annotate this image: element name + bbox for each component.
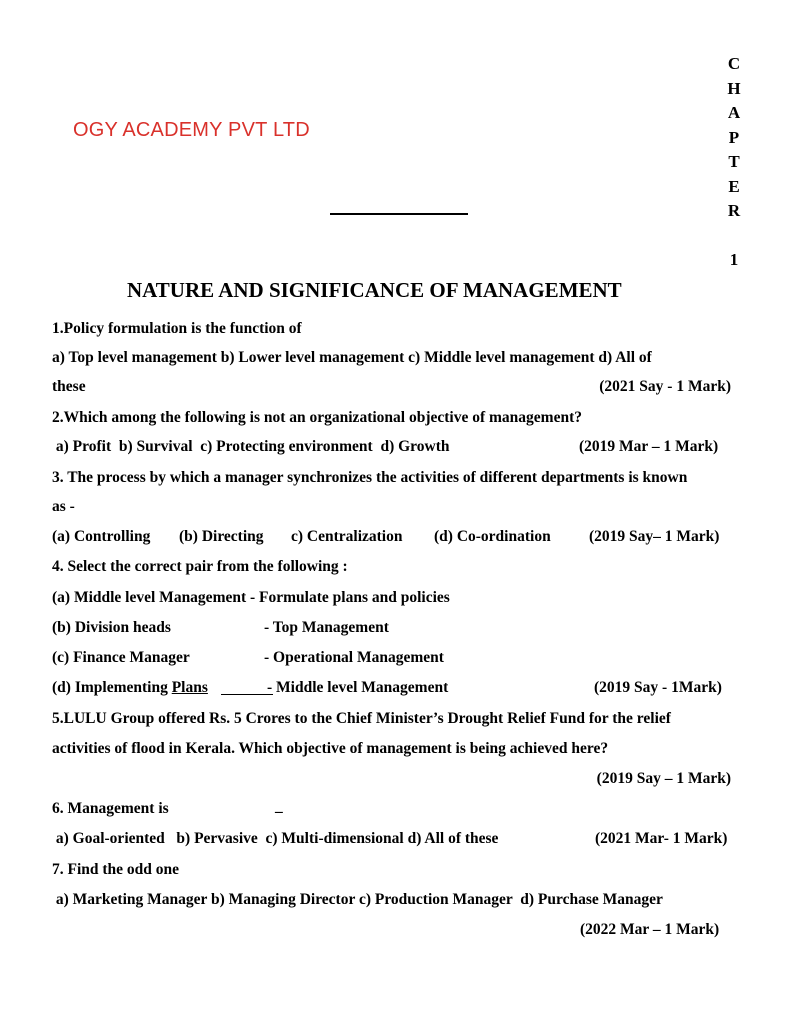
question-6-options: a) Goal-oriented b) Pervasive c) Multi-dimensional d) All of these: [52, 830, 499, 847]
question-3-meta: (2019 Say– 1 Mark): [589, 528, 720, 545]
question-4-option-b: (b) Division heads: [52, 619, 171, 636]
chapter-number: 1: [729, 249, 739, 269]
question-3-option-a: (a) Controlling: [52, 528, 151, 545]
chapter-vertical-label: [724, 52, 744, 272]
question-2: 2.Which among the following is not an organizational objective of management?: [52, 409, 582, 426]
chapter-letter: E: [728, 176, 740, 196]
chapter-letter: T: [728, 152, 740, 171]
question-7-options: a) Marketing Manager b) Managing Director c) Production Manager d) Purchase Manager: [52, 891, 663, 908]
question-6-meta: (2021 Mar- 1 Mark): [595, 830, 728, 847]
question-3-option-b: (b) Directing: [179, 528, 264, 545]
question-4-option-d: [52, 679, 208, 697]
chapter-letter: A: [727, 103, 741, 122]
question-3-option-d: (d) Co-ordination: [434, 528, 551, 545]
question-4-option-c: (c) Finance Manager: [52, 649, 190, 666]
question-6-blank: _: [275, 798, 283, 815]
question-4-option-d-label: (d) Implementing: [52, 679, 172, 696]
question-3: 3. The process by which a manager synchronizes the activities of different departments is known: [52, 469, 688, 486]
question-4-option-b-pair: - Top Management: [264, 619, 389, 636]
question-5-meta: (2019 Say – 1 Mark): [596, 770, 731, 787]
question-2-options: a) Profit b) Survival c) Protecting environment d) Growth: [52, 438, 450, 455]
chapter-letter: C: [727, 54, 741, 73]
question-1-options: a) Top level management b) Lower level management c) Middle level management d) All of: [52, 349, 652, 366]
question-1-meta: (2021 Say - 1 Mark): [599, 378, 731, 395]
question-4-option-c-pair: - Operational Management: [264, 649, 444, 666]
chapter-letter: H: [727, 78, 741, 98]
question-4-option-d-underlined: Plans: [171, 679, 208, 696]
chapter-letter: P: [728, 127, 740, 147]
question-3-cont: as -: [52, 498, 75, 515]
page-title: NATURE AND SIGNIFICANCE OF MANAGEMENT: [127, 278, 622, 302]
question-4-meta: (2019 Say - 1Mark): [594, 679, 722, 696]
question-7-meta: (2022 Mar – 1 Mark): [580, 921, 720, 938]
question-4-option-d-pair: - Middle level Management: [267, 679, 449, 696]
question-2-meta: (2019 Mar – 1 Mark): [579, 438, 719, 455]
chapter-letter: R: [727, 201, 741, 220]
question-6: 6. Management is: [52, 800, 169, 817]
question-4-option-a: (a) Middle level Management - Formulate plans and policies: [52, 589, 450, 606]
question-4: 4. Select the correct pair from the following :: [52, 558, 348, 575]
question-5-cont: activities of flood in Kerala. Which objective of management is being achieved here?: [52, 740, 609, 757]
question-7: 7. Find the odd one: [52, 861, 180, 878]
question-3-option-c: c) Centralization: [291, 528, 403, 545]
question-4-blank-line: [221, 694, 273, 695]
question-1: 1.Policy formulation is the function of: [52, 320, 302, 337]
title-divider: [330, 213, 468, 215]
question-1-options-cont: these: [52, 378, 86, 395]
question-5: 5.LULU Group offered Rs. 5 Crores to the Chief Minister’s Drought Relief Fund for the relief: [52, 710, 671, 727]
academy-logo-text: OGY ACADEMY PVT LTD: [73, 119, 310, 141]
